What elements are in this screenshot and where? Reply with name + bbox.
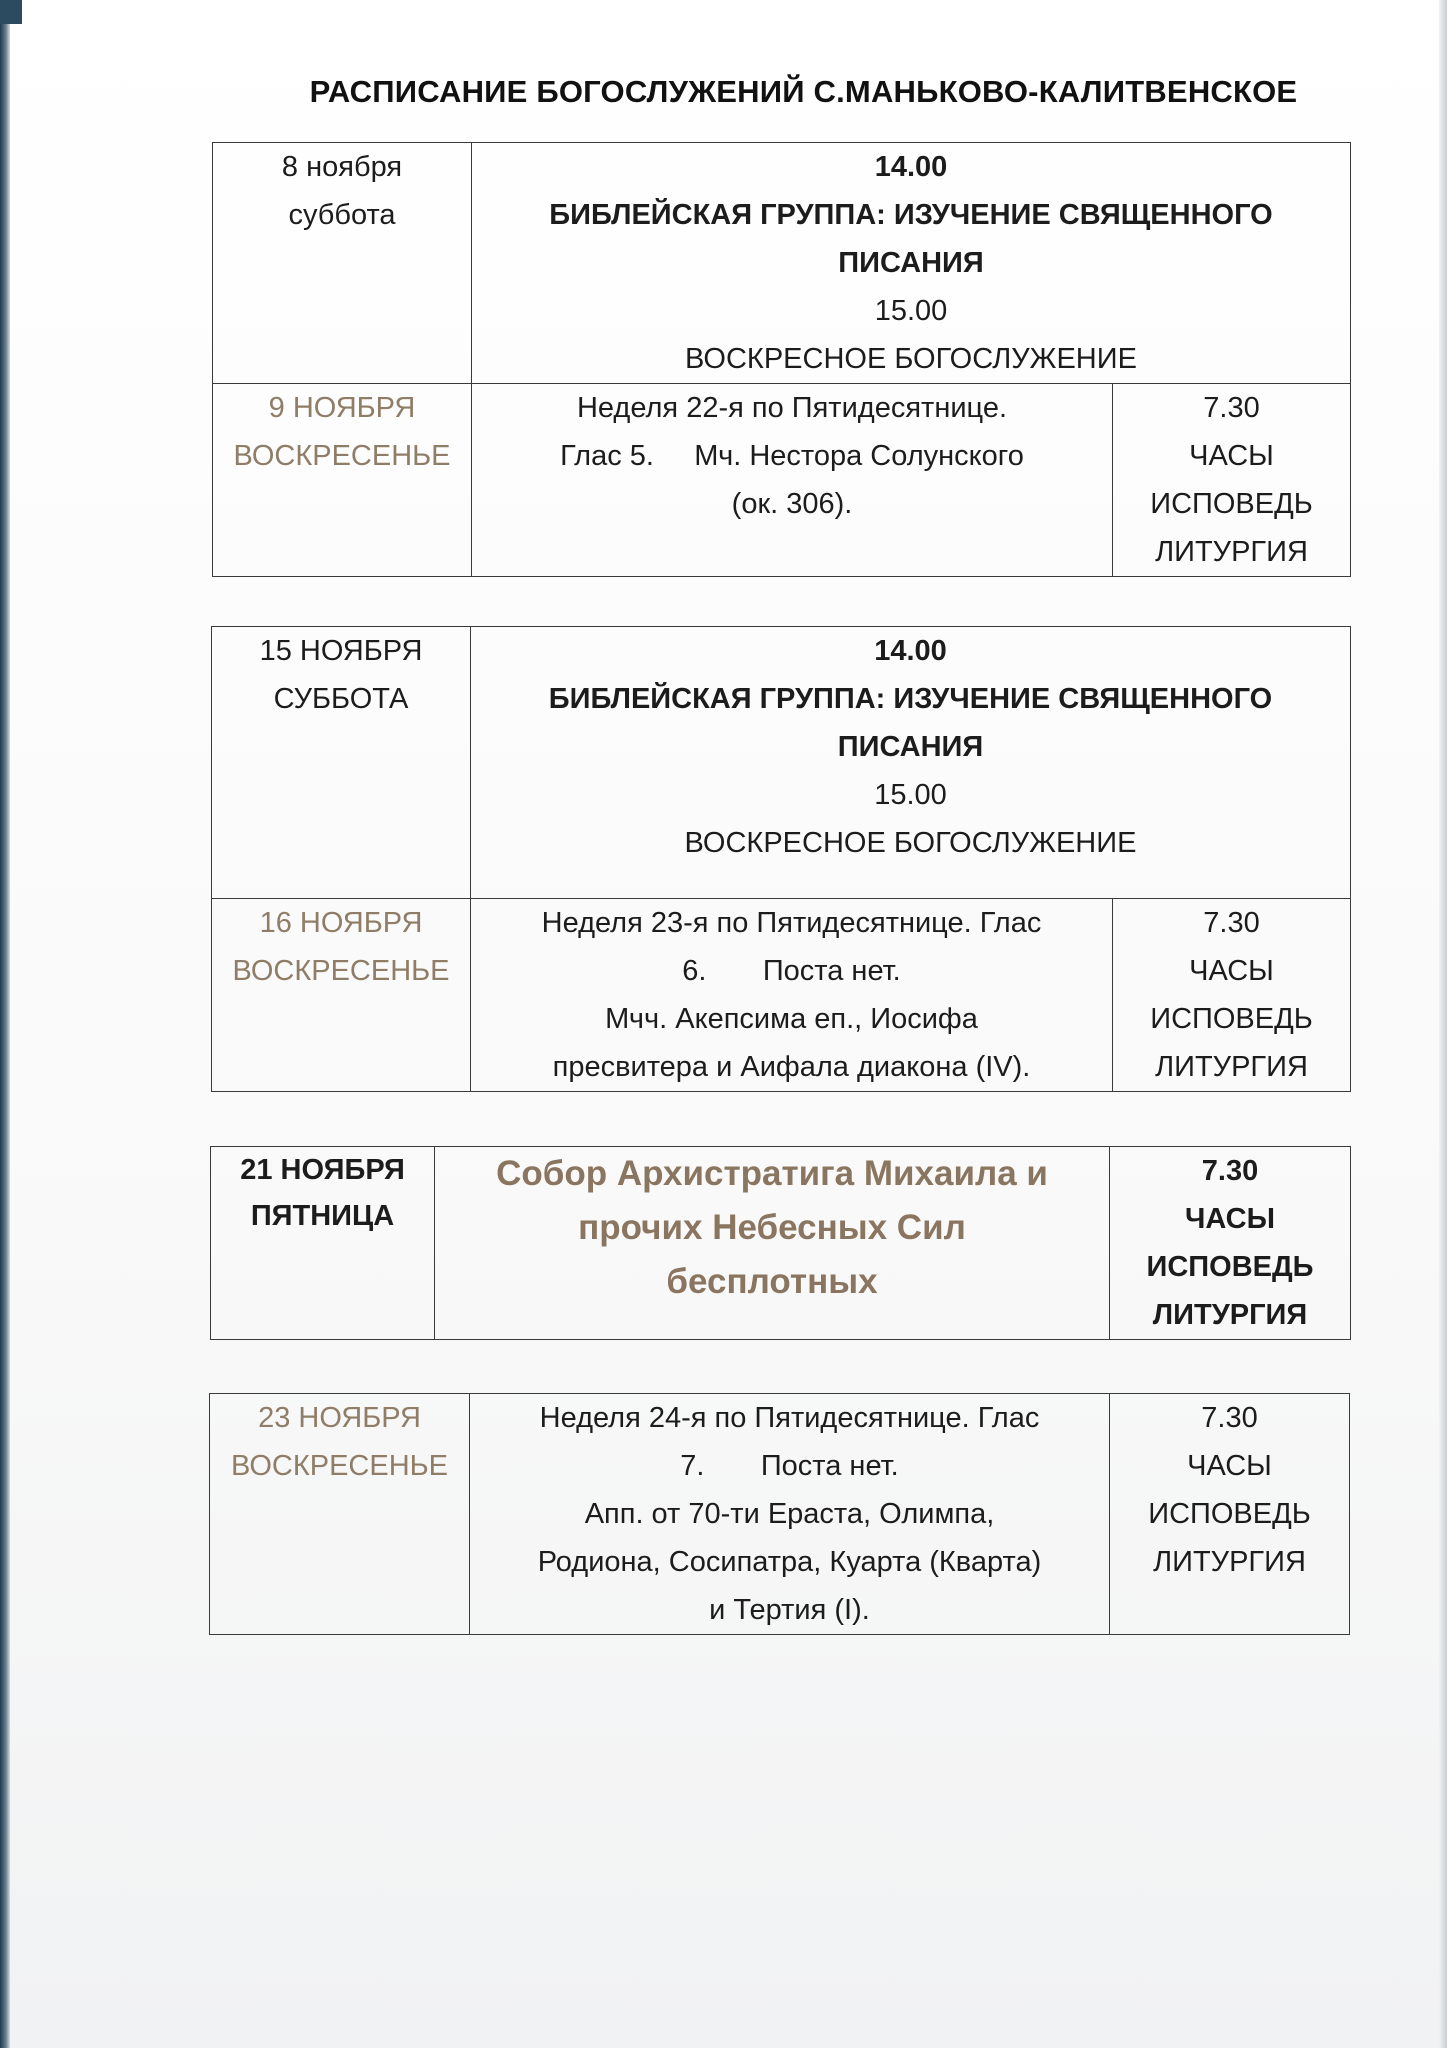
event-time: 15.00 (874, 295, 948, 327)
event-title: ВОСКРЕСНОЕ БОГОСЛУЖЕНИЕ (685, 343, 1137, 375)
date-cell (211, 1147, 435, 1340)
description-line: Апп. от 70-ти Ераста, Олимпа, (584, 1498, 995, 1530)
description-line: 6. Поста нет. (682, 955, 901, 987)
service-item: ЧАСЫ (1187, 1450, 1272, 1482)
service-item: ЛИТУРГИЯ (1153, 1546, 1306, 1578)
service-item: ЛИТУРГИЯ (1152, 1299, 1308, 1331)
service-item: ЛИТУРГИЯ (1155, 536, 1308, 568)
date-cell (210, 1394, 470, 1635)
date-weekday: СУББОТА (273, 683, 409, 715)
description-line: Неделя 23-я по Пятидесятнице. Глас (541, 907, 1042, 939)
feast-title-cont: прочих Небесных Сил (578, 1208, 966, 1247)
event-title-cont: ПИСАНИЯ (838, 247, 984, 279)
service-item: ИСПОВЕДЬ (1150, 488, 1313, 520)
description-line: Родиона, Сосипатра, Куарта (Кварта) (537, 1546, 1042, 1578)
date-weekday: ВОСКРЕСЕНЬЕ (233, 440, 451, 472)
service-times-cell (1113, 899, 1351, 1092)
date-day: 23 НОЯБРЯ (258, 1402, 421, 1434)
service-item: ЛИТУРГИЯ (1155, 1051, 1308, 1083)
service-times-cell (1110, 1147, 1351, 1340)
schedule-block-4 (209, 1393, 1350, 1635)
service-item: ЧАСЫ (1189, 955, 1274, 987)
description-line: Неделя 22-я по Пятидесятнице. (576, 392, 1007, 424)
service-time: 7.30 (1203, 907, 1260, 939)
date-cell (213, 143, 472, 384)
event-title-cont: ПИСАНИЯ (837, 731, 984, 763)
schedule-block-1 (212, 142, 1351, 577)
schedule-block-2 (211, 626, 1351, 1092)
event-title: БИБЛЕЙСКАЯ ГРУППА: ИЗУЧЕНИЕ СВЯЩЕННОГО (548, 683, 1273, 715)
page-edge-right (1439, 0, 1447, 2048)
date-day: 15 НОЯБРЯ (259, 635, 423, 667)
description-line: и Тертия (I). (709, 1594, 870, 1626)
service-item: ИСПОВЕДЬ (1150, 1003, 1313, 1035)
event-time: 15.00 (874, 779, 947, 811)
liturgical-day-cell (472, 384, 1113, 577)
schedule-row (210, 1394, 1350, 1635)
schedule-block-3 (210, 1146, 1351, 1340)
schedule-row (213, 143, 1351, 384)
service-times-cell (1113, 384, 1351, 577)
schedule-row (211, 1147, 1351, 1340)
service-item: ИСПОВЕДЬ (1148, 1498, 1311, 1530)
schedule-row (212, 627, 1351, 899)
description-line: Мчч. Акепсима еп., Иосифа (605, 1003, 978, 1035)
page-edge-left (0, 0, 10, 2048)
service-item: ЧАСЫ (1189, 440, 1274, 472)
date-day: 21 НОЯБРЯ (240, 1154, 405, 1186)
schedule-row (213, 384, 1351, 577)
schedule-row (212, 899, 1351, 1092)
event-cell (472, 143, 1351, 384)
date-day: 16 НОЯБРЯ (259, 907, 423, 939)
event-cell (471, 627, 1351, 899)
service-time: 7.30 (1201, 1155, 1259, 1187)
liturgical-day-cell (470, 1394, 1110, 1635)
date-day: 8 ноября (281, 151, 403, 183)
date-day: 9 НОЯБРЯ (268, 392, 416, 424)
service-item: ЧАСЫ (1185, 1203, 1275, 1235)
service-time: 7.30 (1203, 392, 1260, 424)
event-title: БИБЛЕЙСКАЯ ГРУППА: ИЗУЧЕНИЕ СВЯЩЕННОГО (549, 199, 1273, 231)
event-time: 14.00 (874, 635, 947, 667)
date-weekday: суббота (288, 199, 396, 231)
feast-title: Собор Архистратига Михаила и (496, 1154, 1048, 1193)
feast-title-cont: бесплотных (666, 1262, 878, 1301)
feast-cell (435, 1147, 1110, 1340)
date-weekday: ВОСКРЕСЕНЬЕ (230, 1450, 449, 1482)
service-times-cell (1110, 1394, 1350, 1635)
event-title: ВОСКРЕСНОЕ БОГОСЛУЖЕНИЕ (684, 827, 1137, 859)
description-line: (ок. 306). (731, 488, 853, 520)
description-line: 7. Поста нет. (680, 1450, 899, 1482)
date-cell (212, 899, 471, 1092)
date-weekday: ПЯТНИЦА (250, 1200, 395, 1232)
date-cell (212, 627, 471, 899)
schedule-title: РАСПИСАНИЕ БОГОСЛУЖЕНИЙ С.МАНЬКОВО-КАЛИТВЕНСКОЕ (309, 74, 1298, 109)
date-weekday: ВОСКРЕСЕНЬЕ (232, 955, 450, 987)
description-line: Неделя 24-я по Пятидесятнице. Глас (539, 1402, 1040, 1434)
description-line: пресвитера и Аифала диакона (IV). (552, 1051, 1031, 1083)
date-cell (213, 384, 472, 577)
description-line: Глас 5. Мч. Нестора Солунского (560, 440, 1024, 472)
event-time: 14.00 (874, 151, 948, 183)
service-item: ИСПОВЕДЬ (1146, 1251, 1314, 1283)
liturgical-day-cell (471, 899, 1113, 1092)
service-time: 7.30 (1201, 1402, 1258, 1434)
page-corner (0, 0, 22, 24)
